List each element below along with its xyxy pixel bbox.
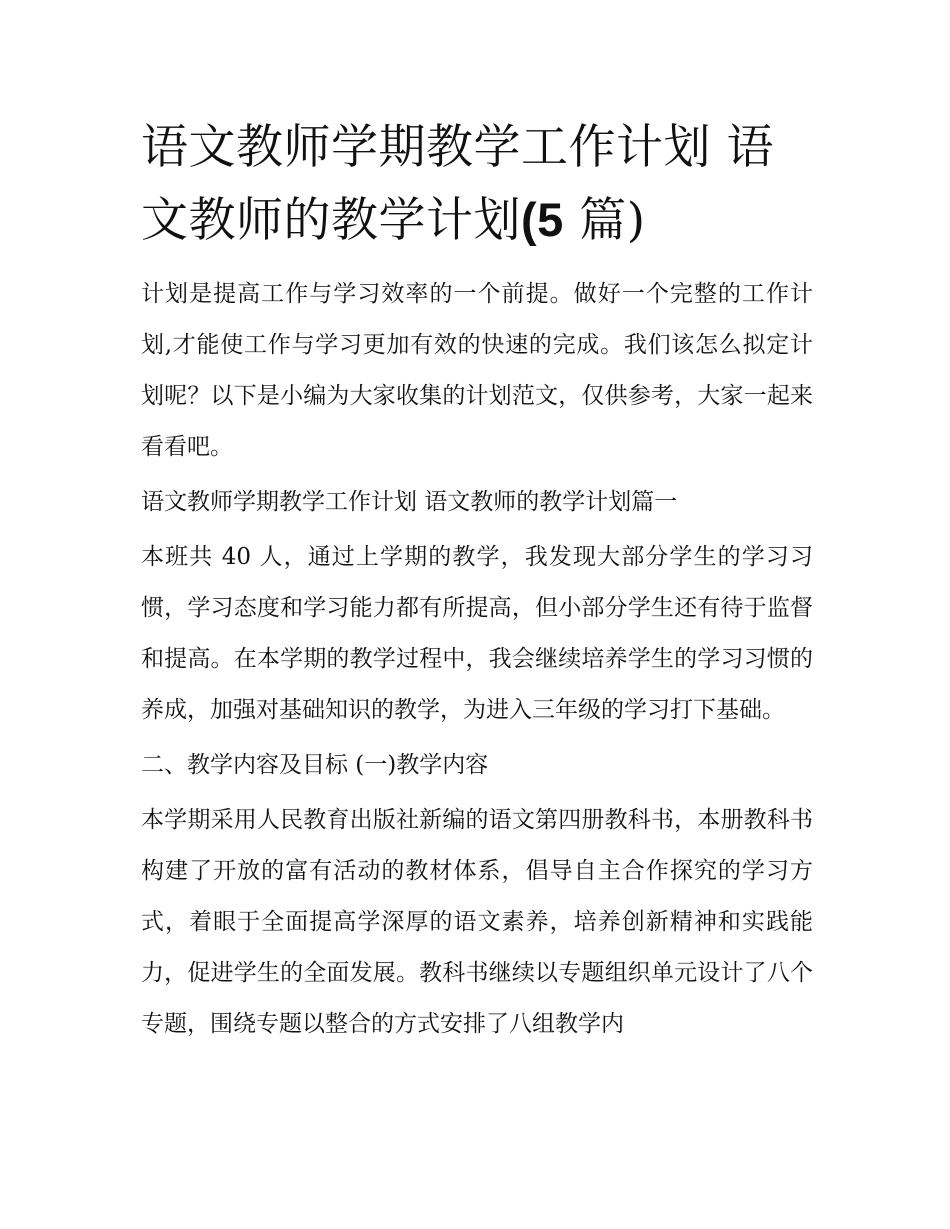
intro-paragraph: 计划是提高工作与学习效率的一个前提。做好一个完整的工作计划,才能使工作与学习更加有效的快速的完成。我们该怎么拟定计划呢？以下是小编为大家收集的计划范文，仅供参考，大家一起来看看吧。 <box>141 281 813 460</box>
document-title <box>141 112 813 257</box>
teaching-content-paragraph: 本学期采用人民教育出版社新编的语文第四册教科书，本册教科书构建了开放的富有活动的教材体系，倡导自主合作探究的学习方式，着眼于全面提高学深厚的语文素养，培养创新精神和实践能力，促进学生的全面发展。教科书继续以专题组织单元设计了八个专题，围绕专题以整合的方式安排了八组教学内 <box>141 807 813 1037</box>
document-title-count: (5 <box>521 193 564 246</box>
document-title-main: 语文教师学期教学工作计划 语文教师的教学计划 <box>141 120 774 248</box>
document-page <box>141 112 813 1054</box>
class-situation-paragraph: 本班共 40 人，通过上学期的教学，我发现大部分学生的学习习惯，学习态度和学习能力都有所提高，但小部分学生还有待于监督和提高。在本学期的教学过程中，我会继续培养学生的学习习惯的养成，加强对基础知识的教学，为进入三年级的学习打下基础。 <box>141 544 813 723</box>
document-title-end: 篇) <box>563 193 646 248</box>
section-heading-plan-one: 语文教师学期教学工作计划 语文教师的教学计划篇一 <box>141 489 678 515</box>
section-heading-content-goals: 二、教学内容及目标 (一)教学内容 <box>141 752 489 778</box>
